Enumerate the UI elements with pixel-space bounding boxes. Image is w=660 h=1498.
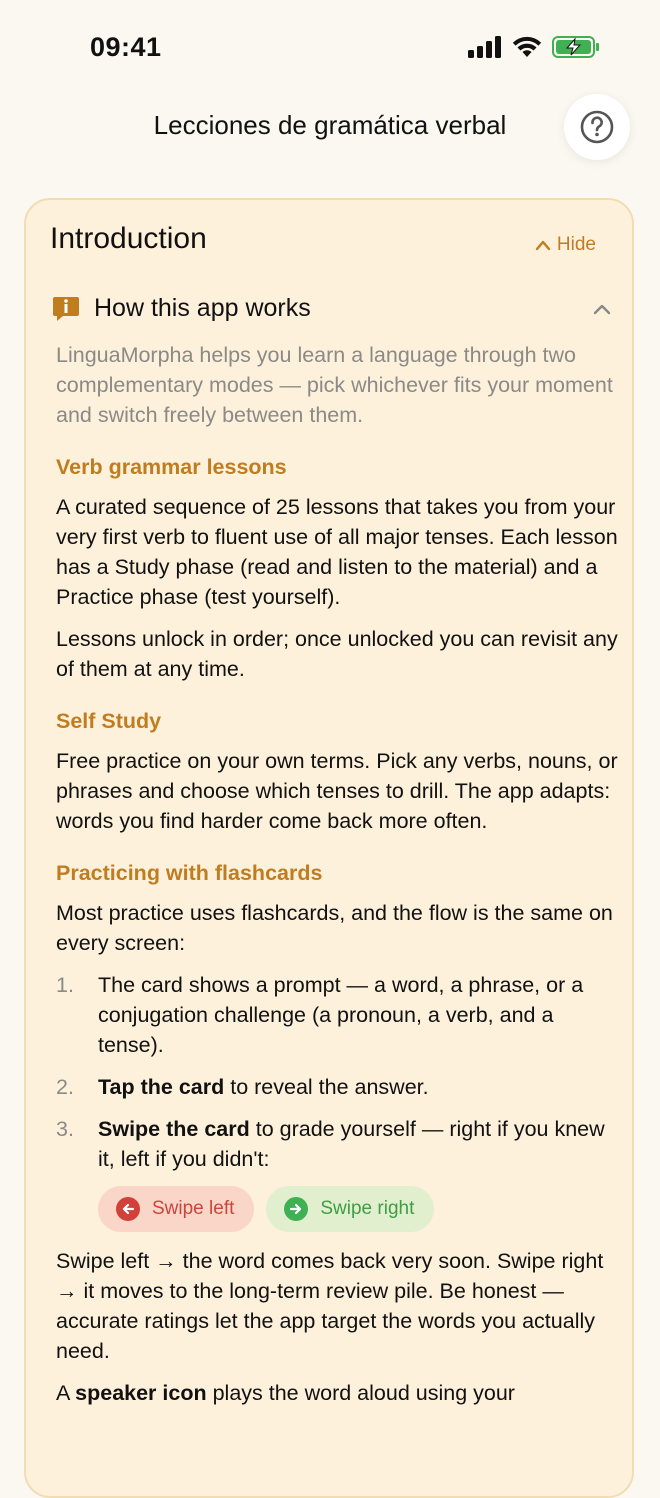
- heading-self-study: Self Study: [56, 709, 162, 733]
- status-bar: [0, 0, 660, 96]
- cellular-signal-icon: [468, 36, 502, 58]
- verb-lessons-paragraph-1: A curated sequence of 25 lessons that takes you from your very first verb to fluent use of all major tenses. Each lesson has a Study phase (read and listen to the material) and a Practice phase (test yourself).: [56, 495, 618, 609]
- chevron-up-icon: [592, 302, 612, 316]
- self-study-paragraph: Free practice on your own terms. Pick any verbs, nouns, or phrases and choose which tenses to drill. The app adapts: words you find harder come back more often.: [56, 749, 618, 833]
- swipe-left-label: Swipe left: [152, 1198, 235, 1219]
- info-bubble-icon: [52, 295, 80, 323]
- list-item: 1. The card shows a prompt — a word, a phrase, or a conjugation challenge (a pronoun, a verb, and a tense).: [56, 973, 584, 1057]
- swipe-left-badge: [98, 1186, 254, 1232]
- heading-flashcards: Practicing with flashcards: [56, 861, 323, 885]
- list-item: 3. Swipe the card to grade yourself — right if you knew it, left if you didn't:: [56, 1117, 605, 1171]
- section-title: How this app works: [94, 294, 311, 322]
- wifi-icon: [512, 36, 542, 58]
- swipe-right-label: Swipe right: [320, 1198, 415, 1219]
- question-mark-circle-icon: [580, 110, 614, 144]
- chevron-up-icon: [535, 239, 551, 251]
- status-time: 09:41: [90, 32, 162, 62]
- swipe-right-badge: [266, 1186, 434, 1232]
- battery-charging-icon: [552, 36, 600, 58]
- list-item: 2. Tap the card to reveal the answer.: [56, 1075, 429, 1099]
- page-title: Lecciones de gramática verbal: [153, 110, 507, 140]
- flashcards-paragraph-3: A speaker icon plays the word aloud using your: [56, 1381, 515, 1405]
- intro-text: LinguaMorpha helps you learn a language through two complementary modes — pick whichever fits your moment and switch freely between them.: [56, 343, 613, 427]
- help-button[interactable]: [564, 94, 630, 160]
- card-title: Introduction: [50, 222, 207, 255]
- heading-verb-lessons: Verb grammar lessons: [56, 455, 287, 479]
- arrow-left-icon: [116, 1197, 140, 1221]
- hide-button[interactable]: [535, 234, 596, 256]
- flashcard-steps-list: [56, 970, 618, 1174]
- section-body: [56, 340, 618, 1420]
- hide-label: Hide: [556, 234, 596, 255]
- status-icons: [468, 36, 600, 58]
- arrow-right-icon: [284, 1197, 308, 1221]
- swipe-legend: [98, 1186, 618, 1232]
- verb-lessons-paragraph-2: Lessons unlock in order; once unlocked you can revisit any of them at any time.: [56, 627, 618, 681]
- flashcards-paragraph-1: Most practice uses flashcards, and the flow is the same on every screen:: [56, 901, 613, 955]
- flashcards-paragraph-2: Swipe left → the word comes back very soon. Swipe right → it moves to the long-term review pile. Be honest — accurate ratings let the app target the words you actually need.: [56, 1249, 604, 1363]
- section-header-how-it-works[interactable]: [52, 294, 612, 323]
- introduction-card: [24, 198, 634, 1498]
